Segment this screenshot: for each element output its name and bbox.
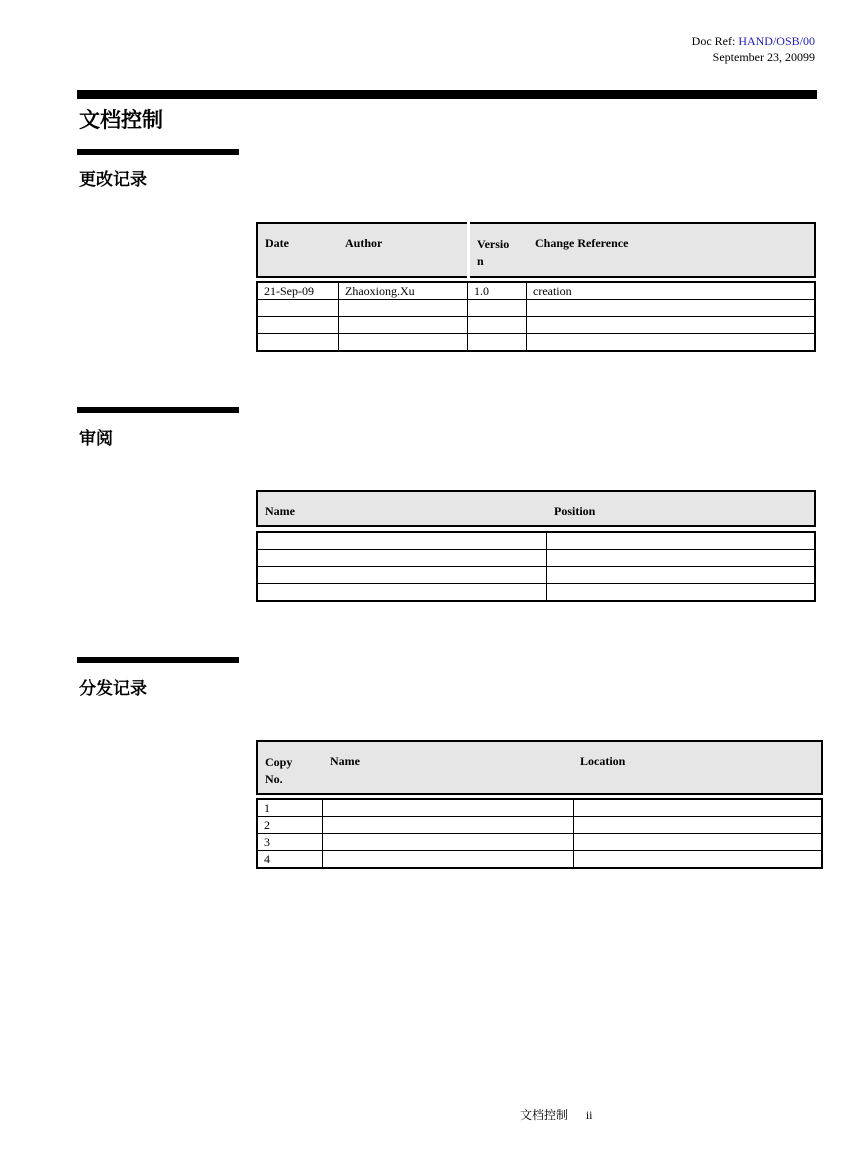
table-cell[interactable] <box>547 584 816 602</box>
column-header: Position <box>554 504 596 518</box>
table-cell[interactable] <box>527 300 816 317</box>
doc-header <box>692 33 815 65</box>
table-cell[interactable] <box>468 334 527 352</box>
table-cell[interactable] <box>468 317 527 334</box>
table-row <box>257 817 822 834</box>
table-cell[interactable] <box>527 317 816 334</box>
table-row <box>257 282 815 300</box>
table-cell[interactable] <box>257 300 339 317</box>
table-cell[interactable] <box>339 300 468 317</box>
table-cell[interactable] <box>527 334 816 352</box>
section-rule <box>77 407 239 413</box>
table-row <box>257 532 815 550</box>
table-cell[interactable] <box>257 317 339 334</box>
table-cell[interactable]: 2 <box>257 817 323 834</box>
table-row <box>257 334 815 352</box>
table-cell[interactable] <box>257 532 547 550</box>
doc-ref-link[interactable]: HAND/OSB/00 <box>738 34 815 48</box>
page-number: ii <box>585 1108 593 1122</box>
review-table <box>256 531 816 602</box>
column-header: Copy No. <box>265 755 293 786</box>
table-row <box>257 834 822 851</box>
table-cell[interactable]: Zhaoxiong.Xu <box>339 282 468 300</box>
page-footer <box>520 1106 593 1123</box>
column-header: Name <box>330 754 360 768</box>
table-cell[interactable]: 1.0 <box>468 282 527 300</box>
table-cell[interactable]: 3 <box>257 834 323 851</box>
table-cell[interactable] <box>547 532 816 550</box>
review-header <box>256 490 816 527</box>
table-cell[interactable] <box>323 799 574 817</box>
distribution-table <box>256 798 823 869</box>
distribution-header <box>256 740 823 795</box>
table-cell[interactable] <box>547 550 816 567</box>
table-cell[interactable]: creation <box>527 282 816 300</box>
table-row <box>257 799 822 817</box>
change-record-table <box>256 281 816 352</box>
table-row <box>257 584 815 602</box>
table-cell[interactable] <box>323 851 574 869</box>
table-cell[interactable] <box>257 334 339 352</box>
table-row <box>257 550 815 567</box>
table-cell[interactable]: 1 <box>257 799 323 817</box>
table-row <box>257 300 815 317</box>
table-cell[interactable] <box>257 567 547 584</box>
table-cell[interactable] <box>574 851 823 869</box>
table-cell[interactable]: 4 <box>257 851 323 869</box>
table-cell[interactable]: 21-Sep-09 <box>257 282 339 300</box>
table-cell[interactable] <box>574 817 823 834</box>
page-title: 文档控制 <box>79 108 163 132</box>
column-header: Change Reference <box>535 236 629 250</box>
table-row <box>257 317 815 334</box>
title-rule <box>77 90 817 99</box>
table-cell[interactable] <box>574 834 823 851</box>
table-cell[interactable] <box>339 334 468 352</box>
table-cell[interactable] <box>468 300 527 317</box>
column-header: Versio n <box>477 237 510 268</box>
doc-ref-line <box>692 33 815 49</box>
section-title-review: 审阅 <box>79 429 113 449</box>
table-cell[interactable] <box>339 317 468 334</box>
table-row <box>257 567 815 584</box>
column-header: Name <box>265 504 295 518</box>
section-rule <box>77 657 239 663</box>
column-header: Date <box>265 236 289 250</box>
table-cell[interactable] <box>323 834 574 851</box>
change-record-header <box>256 222 816 278</box>
table-cell[interactable] <box>574 799 823 817</box>
section-title-distribution: 分发记录 <box>79 679 147 699</box>
table-cell[interactable] <box>323 817 574 834</box>
section-title-change-record: 更改记录 <box>79 170 147 190</box>
column-header: Location <box>580 754 626 768</box>
table-row <box>257 851 822 869</box>
section-rule <box>77 149 239 155</box>
doc-ref-label: Doc Ref: <box>691 34 736 48</box>
column-header: Author <box>338 223 469 277</box>
table-cell[interactable] <box>547 567 816 584</box>
doc-date: September 23, 20099 <box>712 50 815 64</box>
table-cell[interactable] <box>257 584 547 602</box>
footer-section: 文档控制 <box>520 1108 569 1122</box>
table-cell[interactable] <box>257 550 547 567</box>
